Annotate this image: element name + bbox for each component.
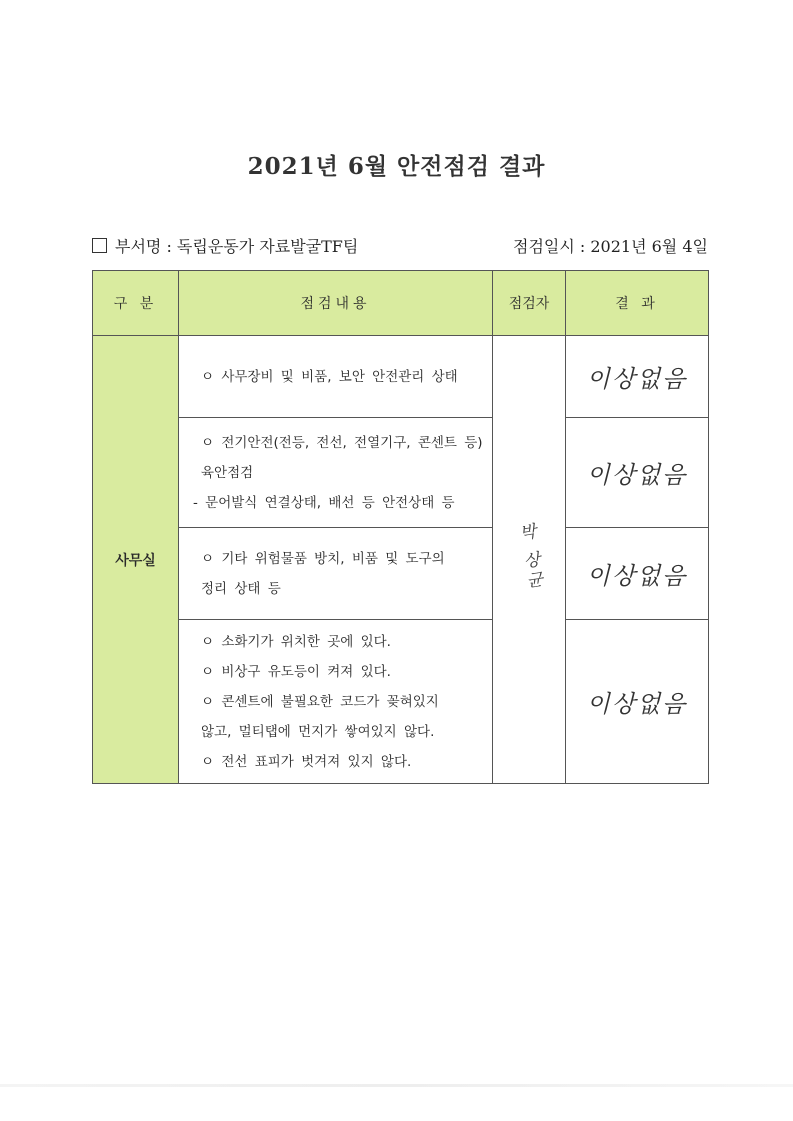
content-line: 정리 상태 등: [201, 580, 281, 597]
content-line: ㅇ 기타 위험물품 방치, 비품 및 도구의: [201, 550, 445, 567]
content-cell: [179, 620, 493, 784]
result-cell: [566, 336, 709, 418]
result-handwriting: 이상없음: [586, 365, 688, 393]
content-line: ㅇ 전선 표피가 벗겨져 있지 않다.: [201, 753, 412, 770]
content-line: 육안점검: [201, 464, 254, 481]
inspector-signature: 박 상균: [513, 522, 544, 593]
content-cell: [179, 336, 493, 418]
content-cell: [179, 528, 493, 620]
content-line: ㅇ 전기안전(전등, 전선, 전열기구, 콘센트 등): [201, 434, 483, 451]
table-row: [93, 336, 709, 418]
category-cell: 사무실: [93, 336, 179, 784]
result-cell: [566, 528, 709, 620]
content-line: ㅇ 비상구 유도등이 켜져 있다.: [201, 663, 391, 680]
content-line: ㅇ 콘센트에 불필요한 코드가 꽂혀있지: [201, 693, 439, 710]
result-handwriting: 이상없음: [586, 690, 688, 718]
department-label: 부서명 : 독립운동가 자료발굴TF팀: [115, 237, 359, 256]
inspection-date-label: 점검일시 : 2021년 6월 4일: [512, 237, 708, 256]
scan-edge: [0, 1084, 793, 1087]
result-cell: [566, 620, 709, 784]
header-content: 점검내용: [179, 271, 493, 336]
content-cell: [179, 418, 493, 528]
content-line: ㅇ 사무장비 및 비품, 보안 안전관리 상태: [201, 368, 458, 385]
table-header-row: [93, 271, 709, 336]
document-title: 2021년 6월 안전점검 결과: [247, 153, 546, 180]
inspector-cell: [493, 336, 566, 784]
content-line: 않고, 멀티탭에 먼지가 쌓여있지 않다.: [201, 723, 435, 740]
table-row: [93, 418, 709, 528]
table-row: [93, 620, 709, 784]
header-category: 구 분: [93, 271, 179, 336]
result-cell: [566, 418, 709, 528]
content-line: - 문어발식 연결상태, 배선 등 안전상태 등: [193, 494, 455, 511]
header-inspector: 점검자: [493, 271, 566, 336]
content-line: ㅇ 소화기가 위치한 곳에 있다.: [201, 633, 391, 650]
checkbox-icon: [92, 238, 107, 253]
header-result: 결 과: [566, 271, 709, 336]
result-handwriting: 이상없음: [586, 461, 688, 489]
table-row: [93, 528, 709, 620]
result-handwriting: 이상없음: [586, 562, 688, 590]
info-line: [92, 234, 708, 257]
inspection-table: [92, 270, 709, 784]
